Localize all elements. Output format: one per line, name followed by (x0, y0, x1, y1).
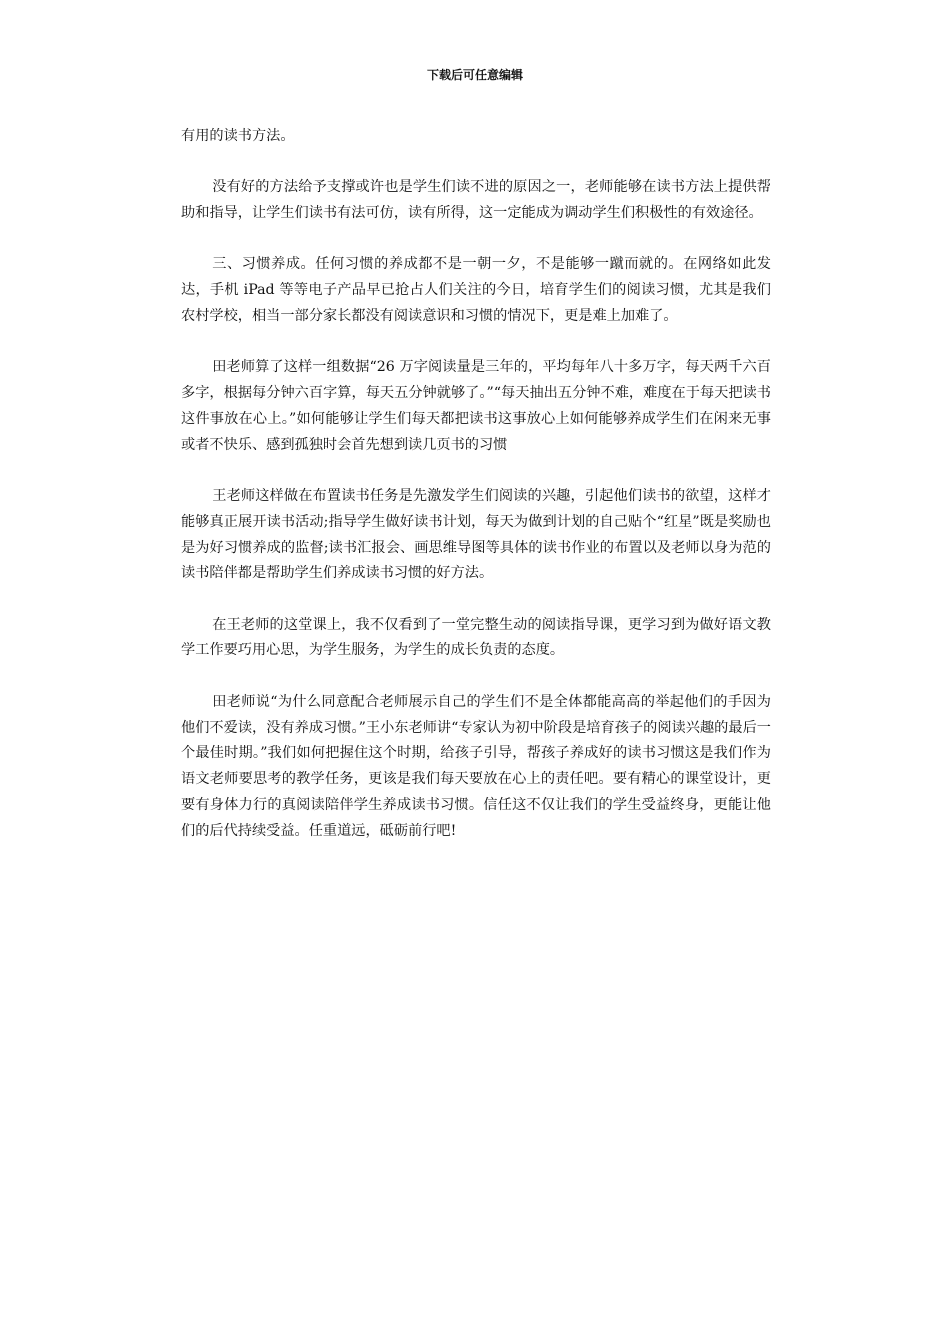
paragraph-continuation: 有用的读书方法。 (181, 128, 295, 144)
paragraph-data: 田老师算了这样一组数据“26 万字阅读量是三年的，平均每年八十多万字，每天两千六百多字，根据每分钟六百字算，每天五分钟就够了。”“每天抽出五分钟不难，难度在于每天把读书这件事放在心上。”如何能够让学生们每天都把读书这事放心上如何能够养成学生们在闲来无事或者不快乐、感到孤独时会首先想到读几页书的习惯 (181, 359, 771, 453)
document-body (181, 124, 771, 870)
paragraph-reflection: 在王老师的这堂课上，我不仅看到了一堂完整生动的阅读指导课，更学习到为做好语文教学工作要巧用心思，为学生服务，为学生的成长负责的态度。 (181, 616, 771, 659)
paragraph-habit: 三、习惯养成。任何习惯的养成都不是一朝一夕，不是能够一蹴而就的。在网络如此发达，手机 iPad 等等电子产品早已抢占人们关注的今日，培育学生们的阅读习惯，尤其是我们农村学校，相当一部分家长都没有阅读意识和习惯的情况下，更是难上加难了。 (181, 256, 771, 324)
paragraph-conclusion: 田老师说“为什么同意配合老师展示自己的学生们不是全体都能高高的举起他们的手因为他们不爱读，没有养成习惯。”王小东老师讲“专家认为初中阶段是培育孩子的阅读兴趣的最后一个最佳时期。”我们如何把握住这个时期，给孩子引导，帮孩子养成好的读书习惯这是我们作为语文老师要思考的教学任务，更该是我们每天要放在心上的责任吧。要有精心的课堂设计，更要有身体力行的真阅读陪伴学生养成读书习惯。信任这不仅让我们的学生受益终身，更能让他们的后代持续受益。任重道远，砥砺前行吧! (181, 693, 771, 839)
page-header: 下载后可任意编辑 (426, 68, 523, 82)
paragraph-method: 没有好的方法给予支撑或许也是学生们读不进的原因之一，老师能够在读书方法上提供帮助和指导，让学生们读书有法可仿，读有所得，这一定能成为调动学生们积极性的有效途径。 (181, 179, 771, 222)
paragraph-practice: 王老师这样做在布置读书任务是先激发学生们阅读的兴趣，引起他们读书的欲望，这样才能够真正展开读书活动;指导学生做好读书计划，每天为做到计划的自己贴个“红星”既是奖励也是为好习惯养成的监督;读书汇报会、画思维导图等具体的读书作业的布置以及老师以身为范的读书陪伴都是帮助学生们养成读书习惯的好方法。 (181, 487, 771, 582)
